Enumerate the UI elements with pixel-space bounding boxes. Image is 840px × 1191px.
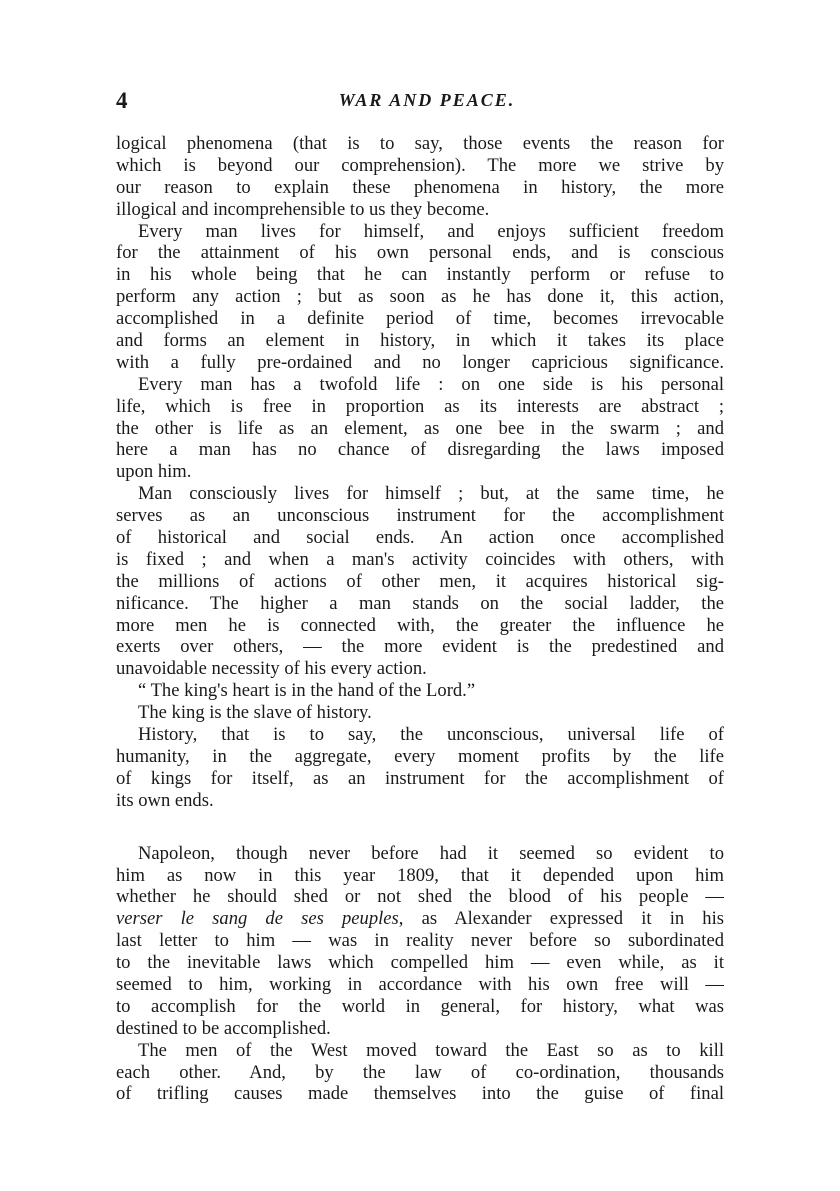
body-text <box>116 133 724 1105</box>
text-line: and forms an element in history, in which it takes its place <box>116 330 724 352</box>
text-line: Every man lives for himself, and enjoys sufficient freedom <box>138 220 724 242</box>
text-line: of kings for itself, as an instrument for the accomplishment of <box>116 767 724 789</box>
text-line: the millions of actions of other men, it acquires historical sig- <box>116 570 724 592</box>
paragraph <box>116 374 724 483</box>
text-line: nificance. The higher a man stands on the social ladder, the <box>116 592 724 614</box>
text-line: our reason to explain these phenomena in history, the more <box>116 176 724 198</box>
italic-phrase: verser le sang de ses peuples <box>116 908 399 930</box>
text-line: which is beyond our comprehension). The more we strive by <box>116 154 724 176</box>
text-line: the other is life as an element, as one bee in the swarm ; and <box>116 417 724 439</box>
text-line: last letter to him — was in reality never before so subordinated <box>116 930 724 952</box>
text-line: whether he should shed or not shed the blood of his people — <box>116 886 724 908</box>
text-line: upon him. <box>116 461 192 483</box>
text-line: logical phenomena (that is to say, those events the reason for <box>116 133 724 154</box>
paragraph <box>116 680 724 702</box>
text-line: of trifling causes made themselves into the guise of final <box>116 1083 724 1105</box>
text-line: serves as an unconscious instrument for the accomplishment <box>116 505 724 527</box>
paragraph <box>116 1040 724 1106</box>
running-title: WAR AND PEACE. <box>338 90 516 110</box>
text-line: of historical and social ends. An action once accomplished <box>116 527 724 549</box>
text-line: with a fully pre-ordained and no longer capricious significance. <box>116 351 724 373</box>
text-line: for the attainment of his own personal ends, and is conscious <box>116 242 724 264</box>
text-line: to accomplish for the world in general, for history, what was <box>116 995 724 1017</box>
text-line: The men of the West moved toward the East so as to kill <box>138 1039 724 1061</box>
text-line: Every man has a twofold life : on one side is his personal <box>138 373 724 395</box>
text-line: destined to be accomplished. <box>116 1017 331 1039</box>
page-header <box>116 88 724 118</box>
text-line: in his whole being that he can instantly perform or refuse to <box>116 264 724 286</box>
text-line: to the inevitable laws which compelled him — even while, as it <box>116 952 724 974</box>
text-line: accomplished in a definite period of time, becomes irrevocable <box>116 308 724 330</box>
section-break <box>116 812 724 843</box>
text-line: its own ends. <box>116 789 214 811</box>
text-line: Man consciously lives for himself ; but, at the same time, he <box>138 483 724 505</box>
text-line: here a man has no chance of disregarding the laws imposed <box>116 439 724 461</box>
text-line: him as now in this year 1809, that it depended upon him <box>116 864 724 886</box>
text-line: unavoidable necessity of his every action. <box>116 658 427 680</box>
text-line: illogical and incomprehensible to us they become. <box>116 198 490 220</box>
text-line: perform any action ; but as soon as he has done it, this action, <box>116 286 724 308</box>
text-line: exerts over others, — the more evident is the predestined and <box>116 636 724 658</box>
text-line: Napoleon, though never before had it seemed so evident to <box>138 842 724 864</box>
text-line: is fixed ; and when a man's activity coincides with others, with <box>116 548 724 570</box>
page-number: 4 <box>116 88 128 113</box>
paragraph <box>116 843 724 1040</box>
paragraph <box>116 221 724 374</box>
text-line: life, which is free in proportion as its interests are abstract ; <box>116 395 724 417</box>
paragraph <box>116 133 724 221</box>
text-line: more men he is connected with, the greater the influence he <box>116 614 724 636</box>
text-line: History, that is to say, the unconscious, universal life of <box>138 724 724 746</box>
text-line-with-italic: verser le sang de ses peuples, as Alexander expressed it in his <box>116 908 724 930</box>
paragraph <box>116 483 724 680</box>
paragraph <box>116 702 724 724</box>
text-line: The king is the slave of history. <box>138 702 372 724</box>
text-line: seemed to him, working in accordance with his own free will — <box>116 973 724 995</box>
text-line: each other. And, by the law of co-ordination, thousands <box>116 1061 724 1083</box>
text-line: humanity, in the aggregate, every moment profits by the life <box>116 745 724 767</box>
quotation-line: “ The king's heart is in the hand of the Lord.” <box>138 680 476 702</box>
paragraph <box>116 724 724 812</box>
